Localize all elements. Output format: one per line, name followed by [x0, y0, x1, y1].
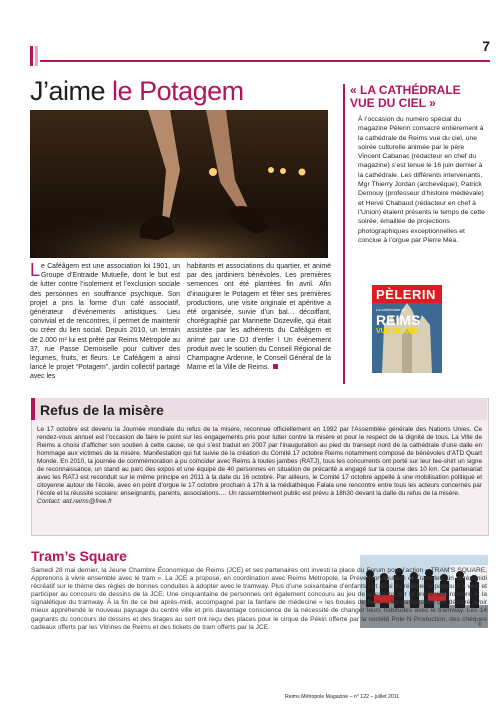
photo-credit: © [318, 248, 323, 254]
tram-title: Tram’s Square [31, 548, 127, 564]
end-mark [273, 364, 278, 369]
title-part2: le Potagem [112, 76, 244, 106]
magazine-cover [372, 285, 442, 373]
header-accent-bar [30, 46, 33, 66]
page-footer: Reims Métropole Magazine – n° 122 – juillet 2011 [285, 694, 400, 700]
magazine-subtitle: La cathédrale de [376, 307, 406, 312]
tram-photo-credit: © [478, 622, 482, 628]
article-text-2: habitants et associations du quartier, et animé par des jardiniers bénévoles. Les premières semences ont été plantées fin avril. Afin d’inaugurer le Potagem et fêter ses premières productions, une visite originale et apéritive a été organisée, suivie d’un bal… décoiffant, chorégraphié par Marinette Dozeville, qui était assistée par les adhérents du Caféâgem et animé par une DJ d’enfer ! Un événement produit avec le soutien du Conseil Régional de Champagne Ardenne, le Conseil Général de la Marne et la Ville de Reims. [187, 263, 331, 372]
sidebar-rule [343, 84, 345, 384]
misere-contact[interactable]: Contact: atd.reims@free.fr [37, 497, 113, 505]
misere-title: Refus de la misère [40, 402, 164, 418]
magazine-reims: REIMS [376, 312, 421, 328]
misere-text-block [37, 426, 482, 506]
article-text-1: e Caféâgem est une association loi 1901, un Groupe d’Entraide Mutuelle, dont le but est de lutter contre l’isolement et l’exclusion sociale des personnes en souffrance psychique. Son projet a pris la forme d’un café associatif, générateur d’événements artistiques. Lieu convivial et de rencontres, il permet de maintenir ou créer du lien social. Depuis 2010, un terrain de 2.000 m² lui est prêté par Reims Métropole au 37, rue Passe Demoiselle pour cultiver des légumes, fruits, et fleurs. Le Caféâgem a ainsi lancé le projet “Potagem”, jardin collectif partagé avec les [30, 263, 180, 381]
header-accent-bar-light [35, 46, 38, 66]
title-part1: J’aime [30, 76, 106, 106]
header-rule [40, 60, 490, 62]
article-title [30, 76, 244, 107]
misere-text: Le 17 octobre est devenu la Journée mondiale du refus de la misère, reconnue officiellement en 1992 par l’Assemblée générale des Nations Unies. Ce rendez-vous annuel est l’occasion de faire le point sur les engagements pris pour lutter contre la misère et pour le respect de la dignité de tous. La Ville de Reims a choisi d’afficher son soutien à cette cause, ce qui s’est traduit en 2007 par l’inauguration au pied du transept nord de la cathédrale d’une dalle en hommage aux victimes de la misère. Manifestation qui fut suivie de la création du Comité 17 octobre Reims notamment composé de bénévoles d’ATD Quart Monde. En 2010, la journée de commémoration a pu coïncider avec Reims à toutes jambes (RATJ), tous les concurrents ont porté sur leur tee-shirt un signe de reconnaissance, un stand au parc des expos et une équipe de 40 personnes en situation de précarité a engagé sur la course des 10 km. Ce partenariat avec les RATJ est reconduit sur le même principe en 2011 à la date du 16 octobre. Par ailleurs, le Comité 17 octobre appelle à une mobilisation politique et citoyenne autour de l’école, avec en point d’orgue le 17 octobre prochain à 17h à la médiathèque Falala une rencontre entre tous les acteurs concernés par l’école et la réussite scolaire: enseignants, parents, associations…. Un rassemblement public est prévu à 18h30 devant la dalle du refus de la misère. [37, 426, 482, 497]
sidebar-title: « LA CATHÉDRALE VUE DU CIEL » [350, 83, 461, 110]
tram-paragraph: Samedi 28 mai dernier, la Jeune Chambre Économique de Reims (JCE) et ses partenaires ont investi la place du Forum pour l’action « TRAM’S SQUARE, Apprenons à vivre ensemble avec le tram ». La JCE a proposé, en coordination avec Reims Métropole, la Prévention routière et Transdev, un après-midi récréatif sur le thème des règles de bonnes conduites à adopter avec le tramway. Plus d’une soixantaine d’enfants ont ainsi pu réaliser le parcours à vélo et participer au concours de dessins de la JCE. Une cinquantaine de personnes ont également concouru au jeu de questions sur la prévention routière et la signalétique du tramway. À la fin de ce bel après-midi, accompagné par la fanfare de médecine « les boules de feux », les participants ont déclaré avoir mieux appréhendé le nouveau paysage du centre ville et pris davantage conscience de la nécessité de changer leurs habitudes avec le tramway. Les 14 gagnants du concours de dessins et des tirages au sort ont reçu des places pour le cirque de Pékin offerte par la société Pole N Production, des chèques cadeaux offerts par les Vitrines de Reims et des tickets de tram offerts par la JCE. [31, 567, 487, 631]
page-number: 7 [482, 38, 490, 54]
article-column-2 [187, 262, 331, 372]
misere-accent-bar [31, 398, 35, 420]
magazine-title: PÈLERIN [376, 287, 436, 302]
dancer-photo [30, 110, 328, 258]
sidebar-text: À l’occasion du numéro spécial du magazine Pèlerin consacré entièrement à la cathédrale de Reims vue du ciel, une soirée culturelle animée par le père Vincent Cabanac (rédacteur en chef du magazine) s’est tenue le 16 juin dernier à la cathédrale. Les différents intervenants, Mgr Thierry Jordan (archevêque), Patrick Demouy (professeur d’histoire médiévale) et Hervé Chabaud (rédacteur en chef à l’Union) étaient présents le temps de cette soirée, émaillée de projections photographiques exceptionnelles et conclue à l’orgue par Pierre Méa. [358, 116, 485, 244]
dropcap: L [30, 260, 41, 280]
magazine-subtitle-2: VUE DU CIEL [376, 328, 421, 335]
article-column-1 [30, 262, 180, 382]
tram-text [31, 567, 487, 632]
